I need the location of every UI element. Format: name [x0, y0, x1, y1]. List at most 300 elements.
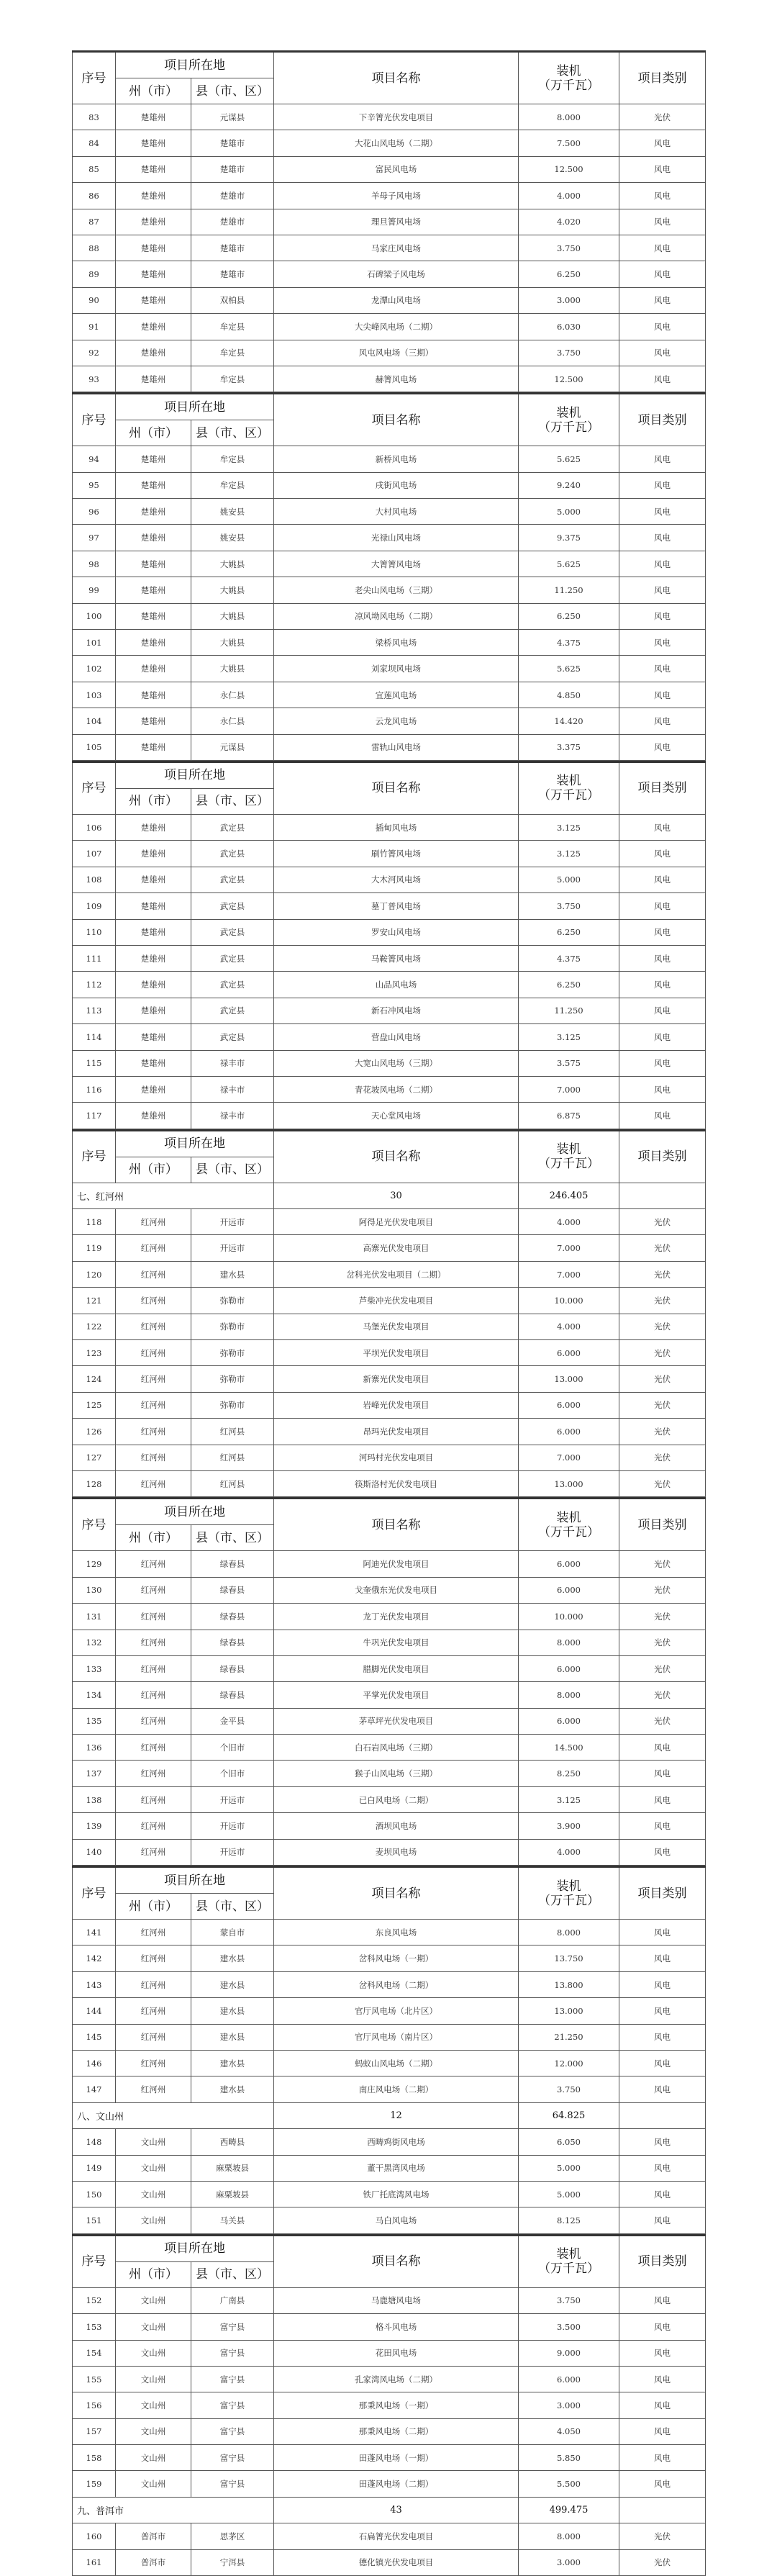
table-row [73, 1392, 706, 1418]
table-row [73, 104, 706, 130]
cell-project-name: 刘家坝风电场 [274, 656, 519, 682]
cell-capacity: 4.375 [519, 945, 619, 971]
header-prefecture: 州（市） [116, 78, 191, 104]
cell-county: 大姚县 [191, 630, 274, 656]
cell-capacity: 10.000 [519, 1288, 619, 1314]
cell-type: 风电 [619, 1998, 706, 2024]
table-row [73, 1024, 706, 1050]
header-capacity-unit: （万千瓦） [538, 1893, 599, 1908]
cell-capacity: 7.500 [519, 130, 619, 156]
table-row [73, 183, 706, 209]
cell-prefecture: 楚雄州 [116, 814, 191, 840]
cell-capacity: 5.000 [519, 499, 619, 525]
cell-project-name: 岔科风电场（二期） [274, 1971, 519, 1997]
cell-county: 绿春县 [191, 1630, 274, 1655]
table-row [73, 1419, 706, 1445]
cell-project-name: 大村风电场 [274, 499, 519, 525]
cell-project-name: 理旦箐风电场 [274, 209, 519, 235]
cell-prefecture: 红河州 [116, 1209, 191, 1235]
header-location: 项目所在地 [116, 761, 274, 788]
cell-county: 武定县 [191, 1024, 274, 1050]
cell-capacity: 3.750 [519, 340, 619, 366]
header-capacity-label: 装机 [556, 774, 581, 789]
cell-county: 大姚县 [191, 656, 274, 682]
section-label: 七、红河州 [73, 1183, 274, 1208]
cell-project-name: 平坝光伏发电项目 [274, 1340, 519, 1366]
cell-type: 风电 [619, 814, 706, 840]
table-row [73, 2314, 706, 2340]
cell-county: 武定县 [191, 972, 274, 998]
cell-type: 风电 [619, 734, 706, 760]
table-row [73, 2392, 706, 2418]
table-row [73, 814, 706, 840]
cell-project-name: 下辛箐光伏发电项目 [274, 104, 519, 130]
section-summary-row [73, 1183, 706, 1208]
cell-county: 牟定县 [191, 314, 274, 340]
cell-no: 137 [73, 1761, 116, 1786]
cell-no: 126 [73, 1419, 116, 1445]
header-county: 县（市、区） [191, 1157, 274, 1183]
table-row [73, 1050, 706, 1076]
cell-type: 风电 [619, 2024, 706, 2050]
header-type: 项目类别 [619, 1867, 706, 1920]
cell-capacity: 6.050 [519, 2129, 619, 2155]
cell-type: 风电 [619, 2155, 706, 2181]
cell-capacity: 3.125 [519, 1024, 619, 1050]
cell-project-name: 田蓬风电场（一期） [274, 2445, 519, 2471]
cell-county: 牟定县 [191, 472, 274, 498]
cell-no: 141 [73, 1920, 116, 1945]
cell-prefecture: 楚雄州 [116, 867, 191, 892]
section-count: 43 [274, 2497, 519, 2523]
cell-county: 绿春县 [191, 1655, 274, 1681]
cell-type: 风电 [619, 183, 706, 209]
cell-project-name: 已白风电场（二期） [274, 1786, 519, 1812]
cell-county: 红河县 [191, 1445, 274, 1470]
project-table-block [72, 1866, 706, 2234]
cell-capacity: 4.000 [519, 1314, 619, 1339]
cell-project-name: 插甸风电场 [274, 814, 519, 840]
cell-county: 金平县 [191, 1708, 274, 1734]
cell-type: 风电 [619, 499, 706, 525]
cell-prefecture: 红河州 [116, 1735, 191, 1761]
cell-county: 姚安县 [191, 525, 274, 551]
cell-no: 91 [73, 314, 116, 340]
table-row [73, 1366, 706, 1392]
cell-no: 155 [73, 2366, 116, 2392]
cell-project-name: 富民风电场 [274, 156, 519, 182]
cell-capacity: 13.000 [519, 1470, 619, 1496]
cell-no: 153 [73, 2314, 116, 2340]
cell-no: 144 [73, 1998, 116, 2024]
table-row [73, 287, 706, 313]
cell-county: 绿春县 [191, 1577, 274, 1603]
cell-capacity: 3.750 [519, 2287, 619, 2313]
cell-no: 103 [73, 682, 116, 708]
header-name: 项目名称 [274, 52, 519, 104]
cell-type: 风电 [619, 261, 706, 287]
cell-county: 弥勒市 [191, 1366, 274, 1392]
cell-type: 风电 [619, 1076, 706, 1102]
header-prefecture: 州（市） [116, 788, 191, 814]
cell-prefecture: 楚雄州 [116, 919, 191, 945]
header-no: 序号 [73, 52, 116, 104]
table-row [73, 499, 706, 525]
cell-type: 风电 [619, 1945, 706, 1971]
header-capacity-unit: （万千瓦） [538, 420, 599, 435]
section-blank [619, 2102, 706, 2128]
cell-prefecture: 楚雄州 [116, 1024, 191, 1050]
cell-prefecture: 楚雄州 [116, 577, 191, 603]
header-type: 项目类别 [619, 1130, 706, 1183]
cell-county: 大姚县 [191, 603, 274, 629]
cell-no: 85 [73, 156, 116, 182]
header-capacity [519, 761, 619, 814]
cell-no: 108 [73, 867, 116, 892]
table-row [73, 1445, 706, 1470]
cell-project-name: 大木河风电场 [274, 867, 519, 892]
cell-project-name: 石扁箐光伏发电项目 [274, 2523, 519, 2549]
cell-prefecture: 楚雄州 [116, 104, 191, 130]
cell-capacity: 3.000 [519, 2549, 619, 2575]
header-location: 项目所在地 [116, 1867, 274, 1894]
cell-no: 106 [73, 814, 116, 840]
cell-type: 风电 [619, 1839, 706, 1865]
cell-project-name: 白石岩风电场（三期） [274, 1735, 519, 1761]
cell-county: 麻栗坡县 [191, 2181, 274, 2207]
cell-project-name: 官厅风电场（北片区） [274, 1998, 519, 2024]
table-row [73, 1839, 706, 1865]
cell-county: 麻栗坡县 [191, 2155, 274, 2181]
header-type: 项目类别 [619, 52, 706, 104]
cell-project-name: 新寨光伏发电项目 [274, 1366, 519, 1392]
table-row [73, 1076, 706, 1102]
table-row [73, 1288, 706, 1314]
cell-project-name: 酒坝风电场 [274, 1813, 519, 1839]
cell-county: 绿春县 [191, 1604, 274, 1630]
cell-project-name: 麦坝风电场 [274, 1839, 519, 1865]
cell-prefecture: 楚雄州 [116, 499, 191, 525]
cell-no: 88 [73, 235, 116, 261]
cell-project-name: 官厅风电场（南片区） [274, 2024, 519, 2050]
header-name: 项目名称 [274, 1499, 519, 1551]
cell-type: 风电 [619, 1024, 706, 1050]
table-row [73, 2129, 706, 2155]
cell-no: 122 [73, 1314, 116, 1339]
cell-capacity: 6.250 [519, 603, 619, 629]
header-location: 项目所在地 [116, 2235, 274, 2261]
cell-no: 115 [73, 1050, 116, 1076]
cell-prefecture: 红河州 [116, 1604, 191, 1630]
table-row [73, 945, 706, 971]
cell-project-name: 光禄山风电场 [274, 525, 519, 551]
header-name: 项目名称 [274, 2235, 519, 2287]
cell-no: 111 [73, 945, 116, 971]
section-total: 246.405 [519, 1183, 619, 1208]
cell-capacity: 9.375 [519, 525, 619, 551]
header-county: 县（市、区） [191, 2261, 274, 2287]
table-row [73, 1761, 706, 1786]
cell-type: 风电 [619, 2314, 706, 2340]
cell-project-name: 田蓬风电场（二期） [274, 2471, 519, 2497]
cell-capacity: 13.750 [519, 1945, 619, 1971]
cell-prefecture: 楚雄州 [116, 603, 191, 629]
cell-project-name: 戈奎俄东光伏发电项目 [274, 1577, 519, 1603]
table-row [73, 2445, 706, 2471]
cell-type: 光伏 [619, 2549, 706, 2575]
table-row [73, 235, 706, 261]
cell-county: 绿春县 [191, 1551, 274, 1577]
cell-county: 大姚县 [191, 551, 274, 577]
table-row [73, 893, 706, 919]
header-capacity [519, 52, 619, 104]
cell-county: 武定县 [191, 814, 274, 840]
cell-capacity: 5.000 [519, 2155, 619, 2181]
cell-county: 弥勒市 [191, 1392, 274, 1418]
cell-capacity: 8.000 [519, 1630, 619, 1655]
cell-prefecture: 红河州 [116, 1445, 191, 1470]
cell-capacity: 13.000 [519, 1998, 619, 2024]
cell-type: 风电 [619, 366, 706, 392]
table-row [73, 1551, 706, 1577]
cell-type: 风电 [619, 2418, 706, 2444]
cell-project-name: 铁厂托底湾风电场 [274, 2181, 519, 2207]
cell-prefecture: 文山州 [116, 2366, 191, 2392]
cell-county: 富宁县 [191, 2392, 274, 2418]
cell-county: 开远市 [191, 1813, 274, 1839]
cell-type: 光伏 [619, 1630, 706, 1655]
table-row [73, 708, 706, 734]
cell-capacity: 6.000 [519, 1340, 619, 1366]
cell-prefecture: 楚雄州 [116, 366, 191, 392]
cell-capacity: 12.500 [519, 366, 619, 392]
section-label: 八、文山州 [73, 2102, 274, 2128]
cell-capacity: 3.125 [519, 814, 619, 840]
cell-type: 风电 [619, 867, 706, 892]
cell-no: 143 [73, 1971, 116, 1997]
table-row [73, 734, 706, 760]
cell-county: 禄丰市 [191, 1076, 274, 1102]
header-location: 项目所在地 [116, 394, 274, 420]
cell-capacity: 5.000 [519, 2181, 619, 2207]
cell-no: 95 [73, 472, 116, 498]
cell-no: 89 [73, 261, 116, 287]
cell-project-name: 孔家湾风电场（二期） [274, 2366, 519, 2392]
cell-county: 永仁县 [191, 682, 274, 708]
cell-prefecture: 红河州 [116, 2024, 191, 2050]
header-type: 项目类别 [619, 761, 706, 814]
cell-type: 风电 [619, 2445, 706, 2471]
cell-capacity: 3.900 [519, 1813, 619, 1839]
cell-county: 富宁县 [191, 2340, 274, 2366]
table-row [73, 972, 706, 998]
cell-no: 112 [73, 972, 116, 998]
cell-type: 光伏 [619, 1655, 706, 1681]
header-name: 项目名称 [274, 394, 519, 446]
table-row [73, 2471, 706, 2497]
header-county: 县（市、区） [191, 420, 274, 446]
cell-type: 风电 [619, 682, 706, 708]
cell-project-name: 马鞍箐风电场 [274, 945, 519, 971]
cell-type: 风电 [619, 2129, 706, 2155]
cell-type: 光伏 [619, 1235, 706, 1261]
cell-prefecture: 红河州 [116, 1813, 191, 1839]
table-row [73, 1708, 706, 1734]
cell-project-name: 蚂蚁山风电场（二期） [274, 2051, 519, 2076]
cell-type: 风电 [619, 1786, 706, 1812]
cell-type: 风电 [619, 340, 706, 366]
cell-capacity: 7.000 [519, 1235, 619, 1261]
header-no: 序号 [73, 394, 116, 446]
cell-capacity: 6.250 [519, 261, 619, 287]
cell-type: 光伏 [619, 1551, 706, 1577]
project-list-document [72, 50, 705, 2576]
cell-no: 92 [73, 340, 116, 366]
cell-project-name: 罗安山风电场 [274, 919, 519, 945]
cell-prefecture: 楚雄州 [116, 525, 191, 551]
cell-no: 100 [73, 603, 116, 629]
cell-county: 武定县 [191, 841, 274, 867]
cell-no: 154 [73, 2340, 116, 2366]
cell-type: 风电 [619, 314, 706, 340]
cell-prefecture: 楚雄州 [116, 314, 191, 340]
cell-no: 105 [73, 734, 116, 760]
cell-type: 风电 [619, 1735, 706, 1761]
section-label: 九、普洱市 [73, 2497, 274, 2523]
cell-type: 风电 [619, 156, 706, 182]
cell-type: 风电 [619, 472, 706, 498]
cell-capacity: 4.000 [519, 183, 619, 209]
table-row [73, 1577, 706, 1603]
cell-capacity: 5.500 [519, 2471, 619, 2497]
cell-county: 禄丰市 [191, 1050, 274, 1076]
cell-county: 建水县 [191, 2024, 274, 2050]
cell-county: 建水县 [191, 2076, 274, 2102]
cell-county: 元谋县 [191, 734, 274, 760]
cell-project-name: 刷竹箐风电场 [274, 841, 519, 867]
cell-capacity: 4.000 [519, 1839, 619, 1865]
cell-capacity: 6.000 [519, 1419, 619, 1445]
cell-type: 光伏 [619, 1392, 706, 1418]
cell-no: 83 [73, 104, 116, 130]
table-row [73, 1971, 706, 1997]
header-prefecture: 州（市） [116, 420, 191, 446]
cell-no: 114 [73, 1024, 116, 1050]
table-row [73, 2340, 706, 2366]
table-row [73, 1655, 706, 1681]
project-table-block [72, 1129, 706, 1498]
cell-prefecture: 楚雄州 [116, 183, 191, 209]
cell-project-name: 茅草坪光伏发电项目 [274, 1708, 519, 1734]
cell-no: 156 [73, 2392, 116, 2418]
table-row [73, 1735, 706, 1761]
cell-no: 133 [73, 1655, 116, 1681]
cell-no: 129 [73, 1551, 116, 1577]
section-blank [619, 2497, 706, 2523]
cell-type: 光伏 [619, 1470, 706, 1496]
header-capacity-label: 装机 [556, 1879, 581, 1894]
cell-type: 风电 [619, 841, 706, 867]
cell-capacity: 4.050 [519, 2418, 619, 2444]
cell-county: 牟定县 [191, 366, 274, 392]
table-row [73, 2207, 706, 2233]
cell-no: 101 [73, 630, 116, 656]
cell-prefecture: 楚雄州 [116, 656, 191, 682]
cell-no: 94 [73, 446, 116, 472]
cell-prefecture: 楚雄州 [116, 551, 191, 577]
cell-county: 蒙自市 [191, 1920, 274, 1945]
cell-type: 风电 [619, 130, 706, 156]
header-type: 项目类别 [619, 2235, 706, 2287]
cell-county: 建水县 [191, 2051, 274, 2076]
cell-capacity: 4.850 [519, 682, 619, 708]
cell-no: 142 [73, 1945, 116, 1971]
cell-county: 建水县 [191, 1998, 274, 2024]
cell-county: 红河县 [191, 1419, 274, 1445]
cell-project-name: 牛巩光伏发电项目 [274, 1630, 519, 1655]
cell-project-name: 老尖山风电场（三期） [274, 577, 519, 603]
cell-no: 120 [73, 1261, 116, 1287]
cell-prefecture: 楚雄州 [116, 130, 191, 156]
header-capacity-unit: （万千瓦） [538, 1157, 599, 1172]
cell-county: 个旧市 [191, 1735, 274, 1761]
cell-no: 159 [73, 2471, 116, 2497]
header-prefecture: 州（市） [116, 1157, 191, 1183]
header-capacity-unit: （万千瓦） [538, 78, 599, 93]
cell-prefecture: 楚雄州 [116, 972, 191, 998]
header-no: 序号 [73, 1499, 116, 1551]
cell-type: 光伏 [619, 2523, 706, 2549]
table-row [73, 577, 706, 603]
table-row [73, 1470, 706, 1496]
table-row [73, 1261, 706, 1287]
cell-project-name: 腊脚光伏发电项目 [274, 1655, 519, 1681]
cell-county: 武定县 [191, 919, 274, 945]
cell-capacity: 6.000 [519, 1577, 619, 1603]
header-no: 序号 [73, 1867, 116, 1920]
cell-county: 富宁县 [191, 2314, 274, 2340]
cell-county: 楚雄市 [191, 209, 274, 235]
cell-capacity: 11.250 [519, 998, 619, 1023]
cell-capacity: 13.000 [519, 1366, 619, 1392]
cell-prefecture: 红河州 [116, 1235, 191, 1261]
cell-prefecture: 楚雄州 [116, 446, 191, 472]
cell-county: 红河县 [191, 1470, 274, 1496]
cell-type: 风电 [619, 603, 706, 629]
cell-type: 风电 [619, 972, 706, 998]
cell-no: 161 [73, 2549, 116, 2575]
cell-prefecture: 楚雄州 [116, 630, 191, 656]
cell-type: 风电 [619, 235, 706, 261]
cell-county: 开远市 [191, 1786, 274, 1812]
cell-no: 160 [73, 2523, 116, 2549]
cell-project-name: 阿迪光伏发电项目 [274, 1551, 519, 1577]
cell-county: 富宁县 [191, 2418, 274, 2444]
cell-project-name: 石碑梁子风电场 [274, 261, 519, 287]
cell-capacity: 3.750 [519, 2076, 619, 2102]
cell-no: 98 [73, 551, 116, 577]
table-row [73, 209, 706, 235]
cell-type: 光伏 [619, 1261, 706, 1287]
cell-type: 风电 [619, 525, 706, 551]
cell-no: 104 [73, 708, 116, 734]
table-row [73, 998, 706, 1023]
header-capacity [519, 2235, 619, 2287]
cell-prefecture: 红河州 [116, 1470, 191, 1496]
table-row [73, 656, 706, 682]
cell-project-name: 马堡光伏发电项目 [274, 1314, 519, 1339]
table-row [73, 1630, 706, 1655]
